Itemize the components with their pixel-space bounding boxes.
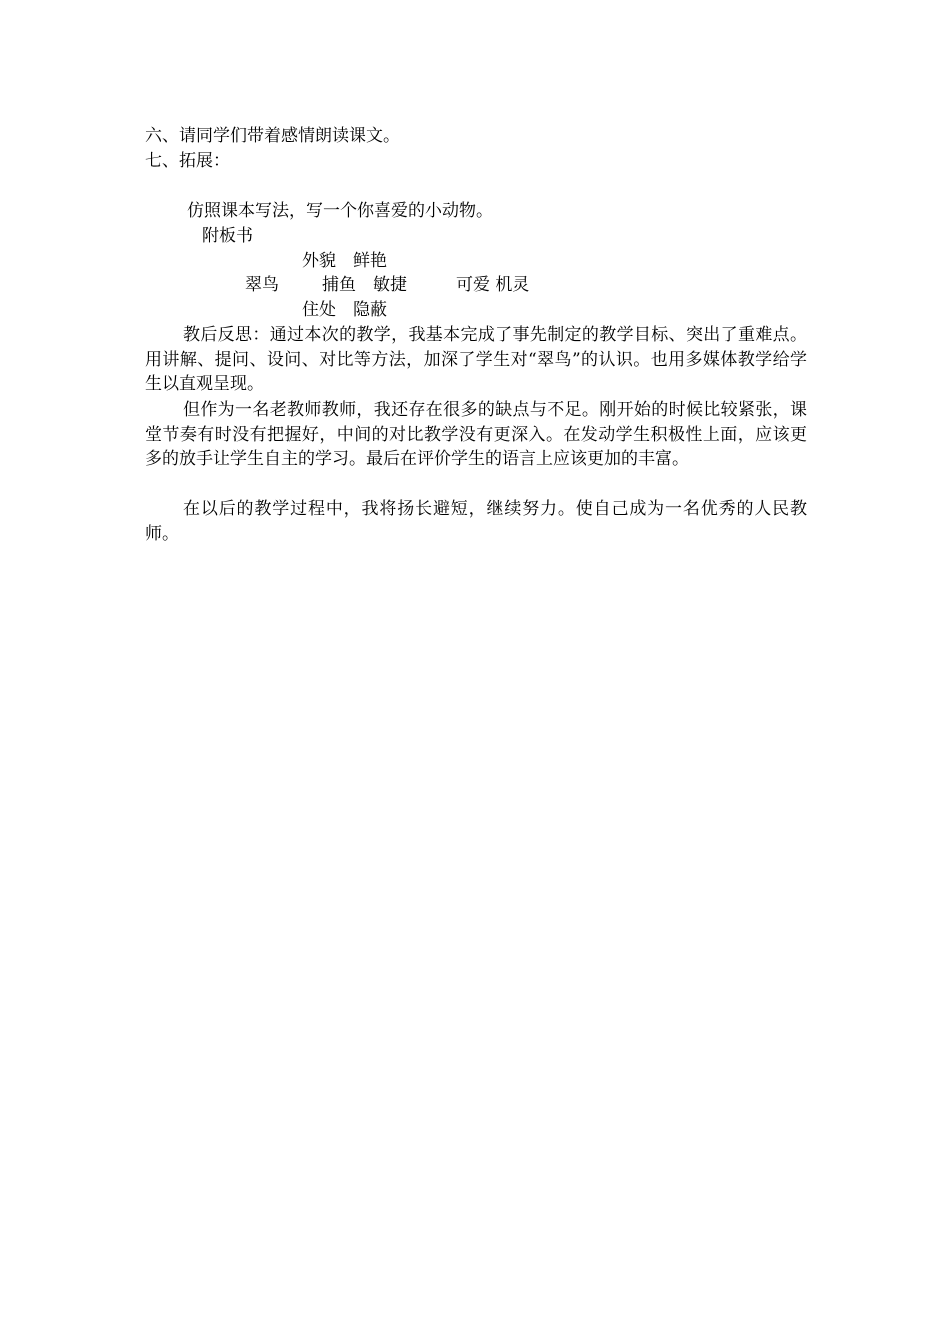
reflection-paragraph-1: 教后反思：通过本次的教学，我基本完成了事先制定的教学目标、突出了重难点。用讲解、提问、设问、对比等方法，加深了学生对“翠鸟”的认识。也用多媒体教学给学生以直观呈现。: [145, 325, 807, 395]
section-seven-heading: 七、拓展：: [145, 151, 230, 171]
board-row-appearance: 外貌 鲜艳: [302, 251, 387, 271]
section-six-heading: 六、请同学们带着感情朗读课文。: [145, 126, 400, 146]
board-row-habitat: 住处 隐蔽: [302, 300, 387, 320]
extension-exercise: 仿照课本写法，写一个你喜爱的小动物。: [187, 201, 493, 221]
reflection-paragraph-3: 在以后的教学过程中，我将扬长避短，继续努力。使自己成为一名优秀的人民教师。: [145, 499, 807, 544]
reflection-paragraph-2: 但作为一名老教师教师，我还存在很多的缺点与不足。刚开始的时候比较紧张，课堂节奏有时没有把握好，中间的对比教学没有更深入。在发动学生积极性上面，应该更多的放手让学生自主的学习。最后在评价学生的语言上应该更加的丰富。: [145, 400, 807, 470]
board-conclusion: 可爱 机灵: [456, 275, 530, 295]
board-heading: 附板书: [202, 226, 253, 246]
board-row-fishing: 捕鱼 敏捷: [322, 275, 407, 295]
board-center-kingfisher: 翠鸟: [245, 275, 279, 295]
